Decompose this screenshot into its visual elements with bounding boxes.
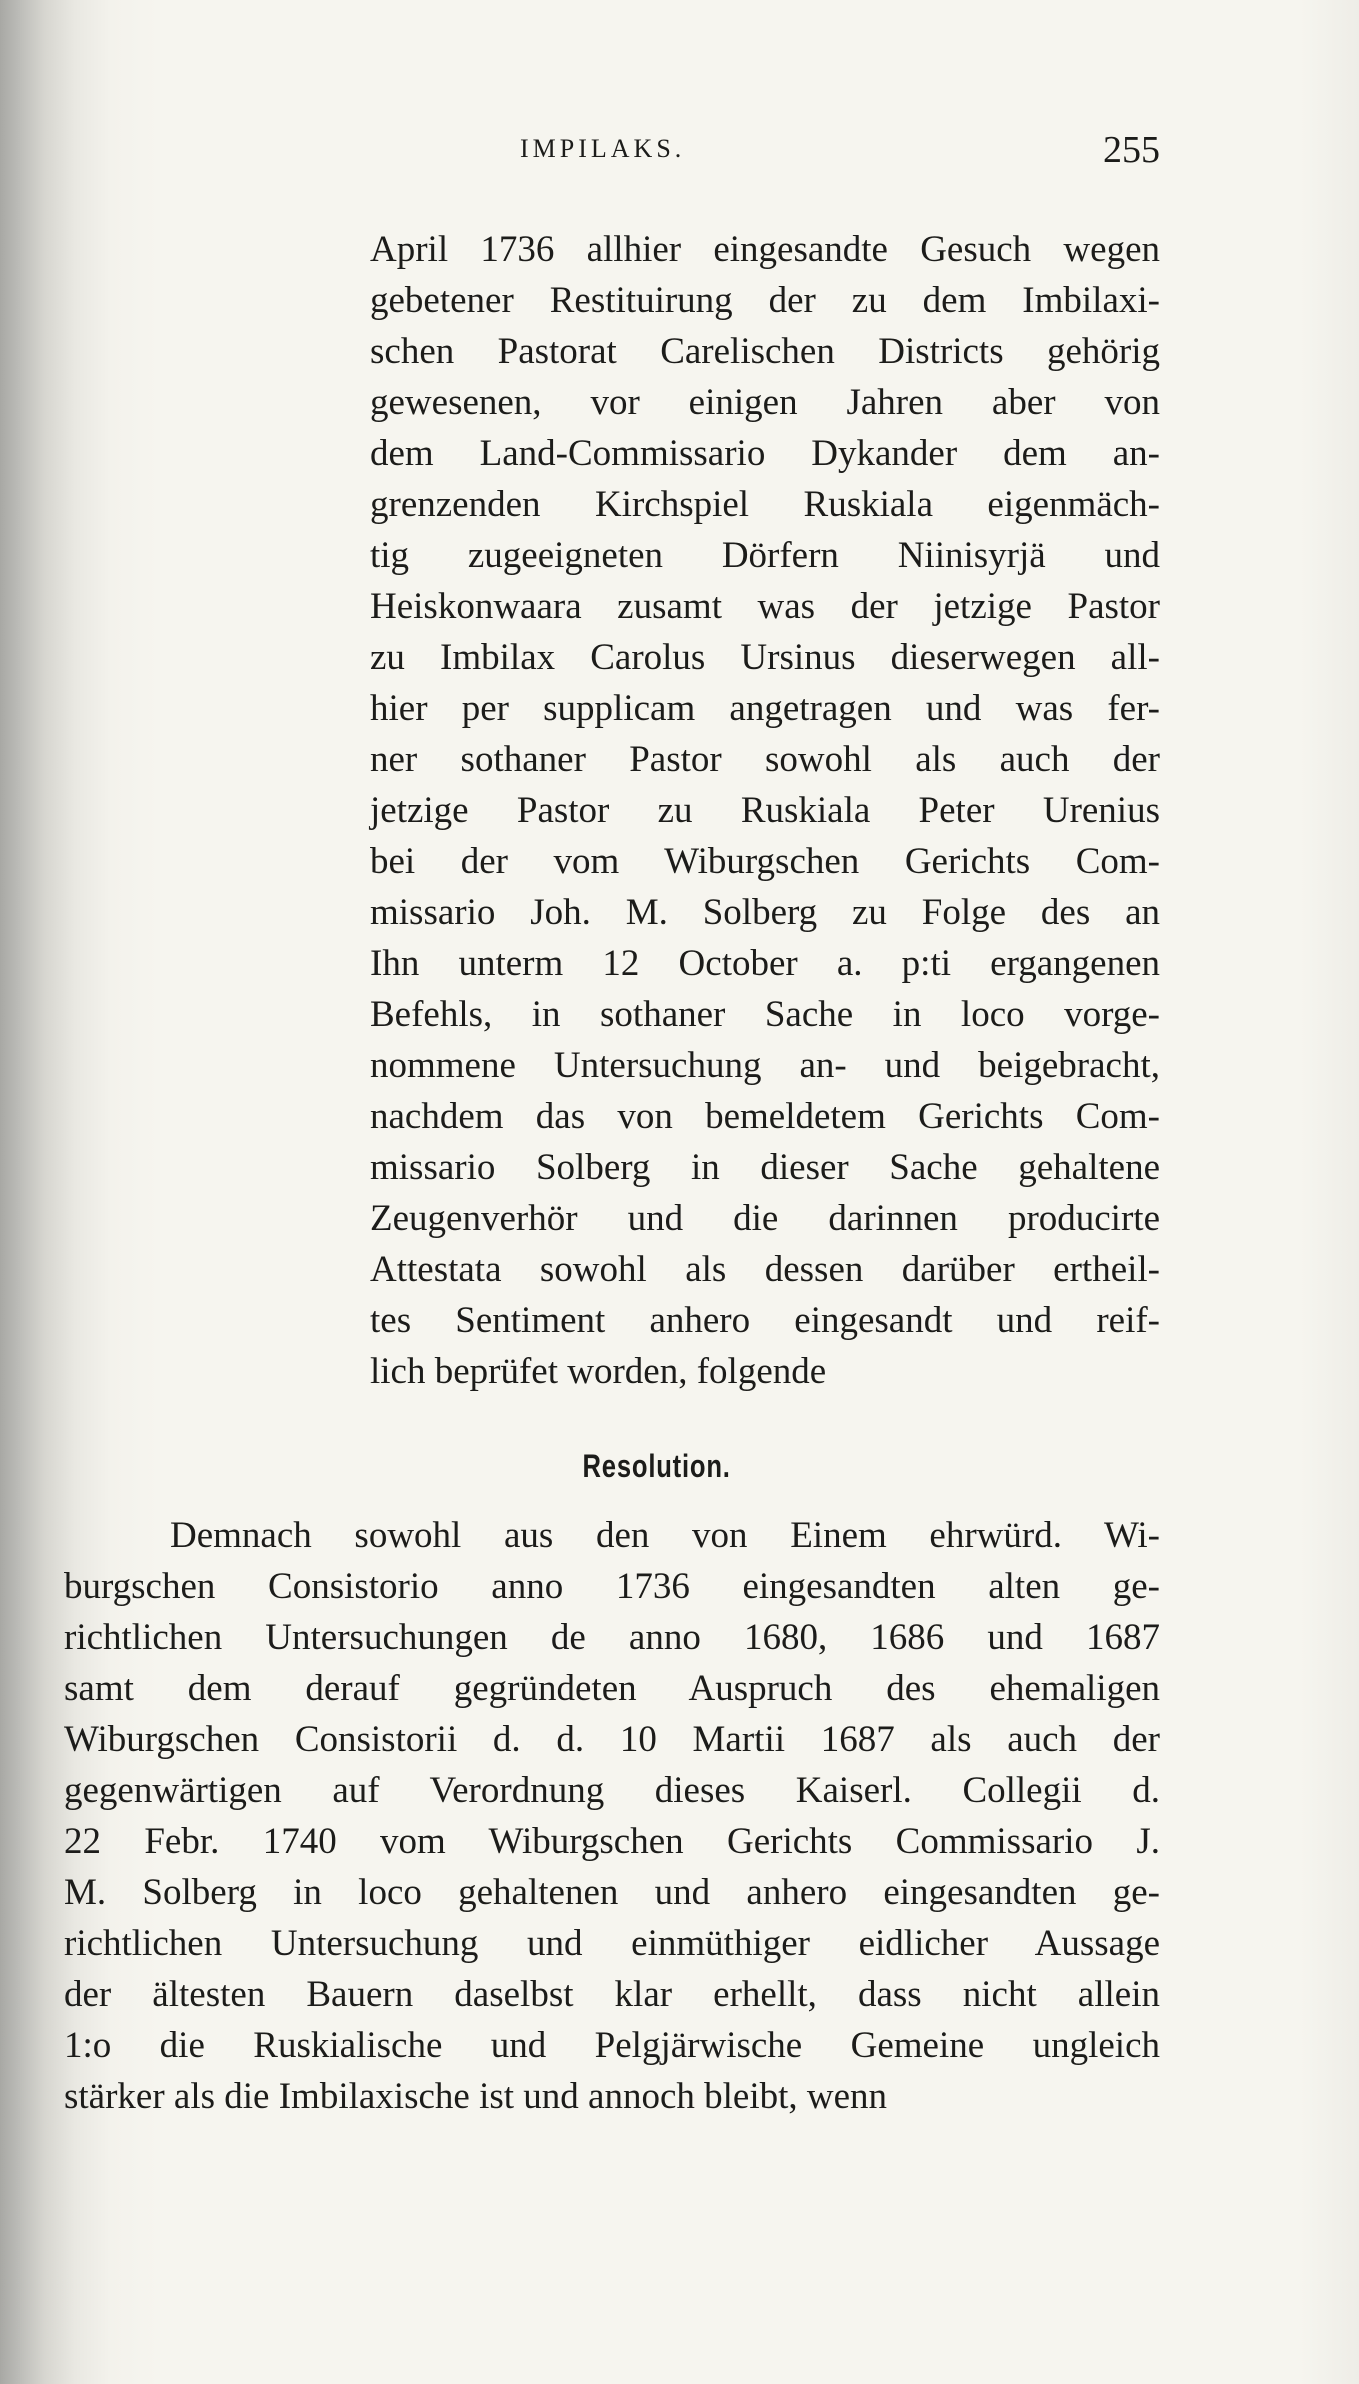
page-header [370,128,1160,178]
text-line: schen Pastorat Carelischen Districts gehörig [370,331,1160,372]
text-block-top [370,224,1160,1397]
text-line: burgschen Consistorio anno 1736 eingesandten alten ge- [64,1566,1160,1607]
text-line: richtlichen Untersuchungen de anno 1680, 1686 und 1687 [64,1617,1160,1658]
text-line: stärker als die Imbilaxische ist und annoch bleibt, wenn [64,2076,888,2117]
text-line: nommene Untersuchung an- und beigebracht, [370,1045,1160,1086]
text-line: Attestata sowohl als dessen darüber ertheil- [370,1249,1160,1290]
text-line: 22 Febr. 1740 vom Wiburgschen Gerichts Commissario J. [64,1821,1160,1862]
running-title: IMPILAKS. [520,134,686,163]
text-line: tig zugeeigneten Dörfern Niinisyrjä und [370,535,1160,576]
text-line: Zeugenverhör und die darinnen producirte [370,1198,1160,1239]
text-line: richtlichen Untersuchung und einmüthiger eidlicher Aussage [64,1923,1160,1964]
text-line: missario Solberg in dieser Sache gehaltene [370,1147,1160,1188]
text-line: jetzige Pastor zu Ruskiala Peter Urenius [370,790,1160,831]
text-line: April 1736 allhier eingesandte Gesuch wegen [370,229,1160,270]
text-line: grenzenden Kirchspiel Ruskiala eigenmäch- [370,484,1160,525]
text-line: samt dem derauf gegründeten Auspruch des ehemaligen [64,1668,1160,1709]
text-line: Demnach sowohl aus den von Einem ehrwürd. Wi- [170,1515,1160,1556]
text-line: nachdem das von bemeldetem Gerichts Com- [370,1096,1160,1137]
text-line: M. Solberg in loco gehaltenen und anhero eingesandten ge- [64,1872,1160,1913]
text-block-bottom [64,1510,1160,2122]
text-line: lich beprüfet worden, folgende [370,1351,827,1392]
text-line: gewesenen, vor einigen Jahren aber von [370,382,1160,423]
text-line: tes Sentiment anhero eingesandt und reif- [370,1300,1160,1341]
text-line: gegenwärtigen auf Verordnung dieses Kaiserl. Collegii d. [64,1770,1160,1811]
text-line: Heiskonwaara zusamt was der jetzige Pastor [370,586,1160,627]
text-line: zu Imbilax Carolus Ursinus dieserwegen all- [370,637,1160,678]
text-line: der ältesten Bauern daselbst klar erhellt, dass nicht allein [64,1974,1160,2015]
text-line: Befehls, in sothaner Sache in loco vorge- [370,994,1160,1035]
text-line: bei der vom Wiburgschen Gerichts Com- [370,841,1160,882]
page-number: 255 [1103,129,1160,171]
text-line: 1:o die Ruskialische und Pelgjärwische Gemeine ungleich [64,2025,1160,2066]
text-line: Wiburgschen Consistorii d. d. 10 Martii 1687 als auch der [64,1719,1160,1760]
text-line: dem Land-Commissario Dykander dem an- [370,433,1160,474]
text-line: gebetener Restituirung der zu dem Imbilaxi- [370,280,1160,321]
section-heading [0,1448,1359,1485]
section-heading-text: Resolution. [582,1448,731,1484]
text-line: ner sothaner Pastor sowohl als auch der [370,739,1160,780]
text-line: hier per supplicam angetragen und was fer- [370,688,1160,729]
text-line: Ihn unterm 12 October a. p:ti ergangenen [370,943,1160,984]
text-line: missario Joh. M. Solberg zu Folge des an [370,892,1160,933]
